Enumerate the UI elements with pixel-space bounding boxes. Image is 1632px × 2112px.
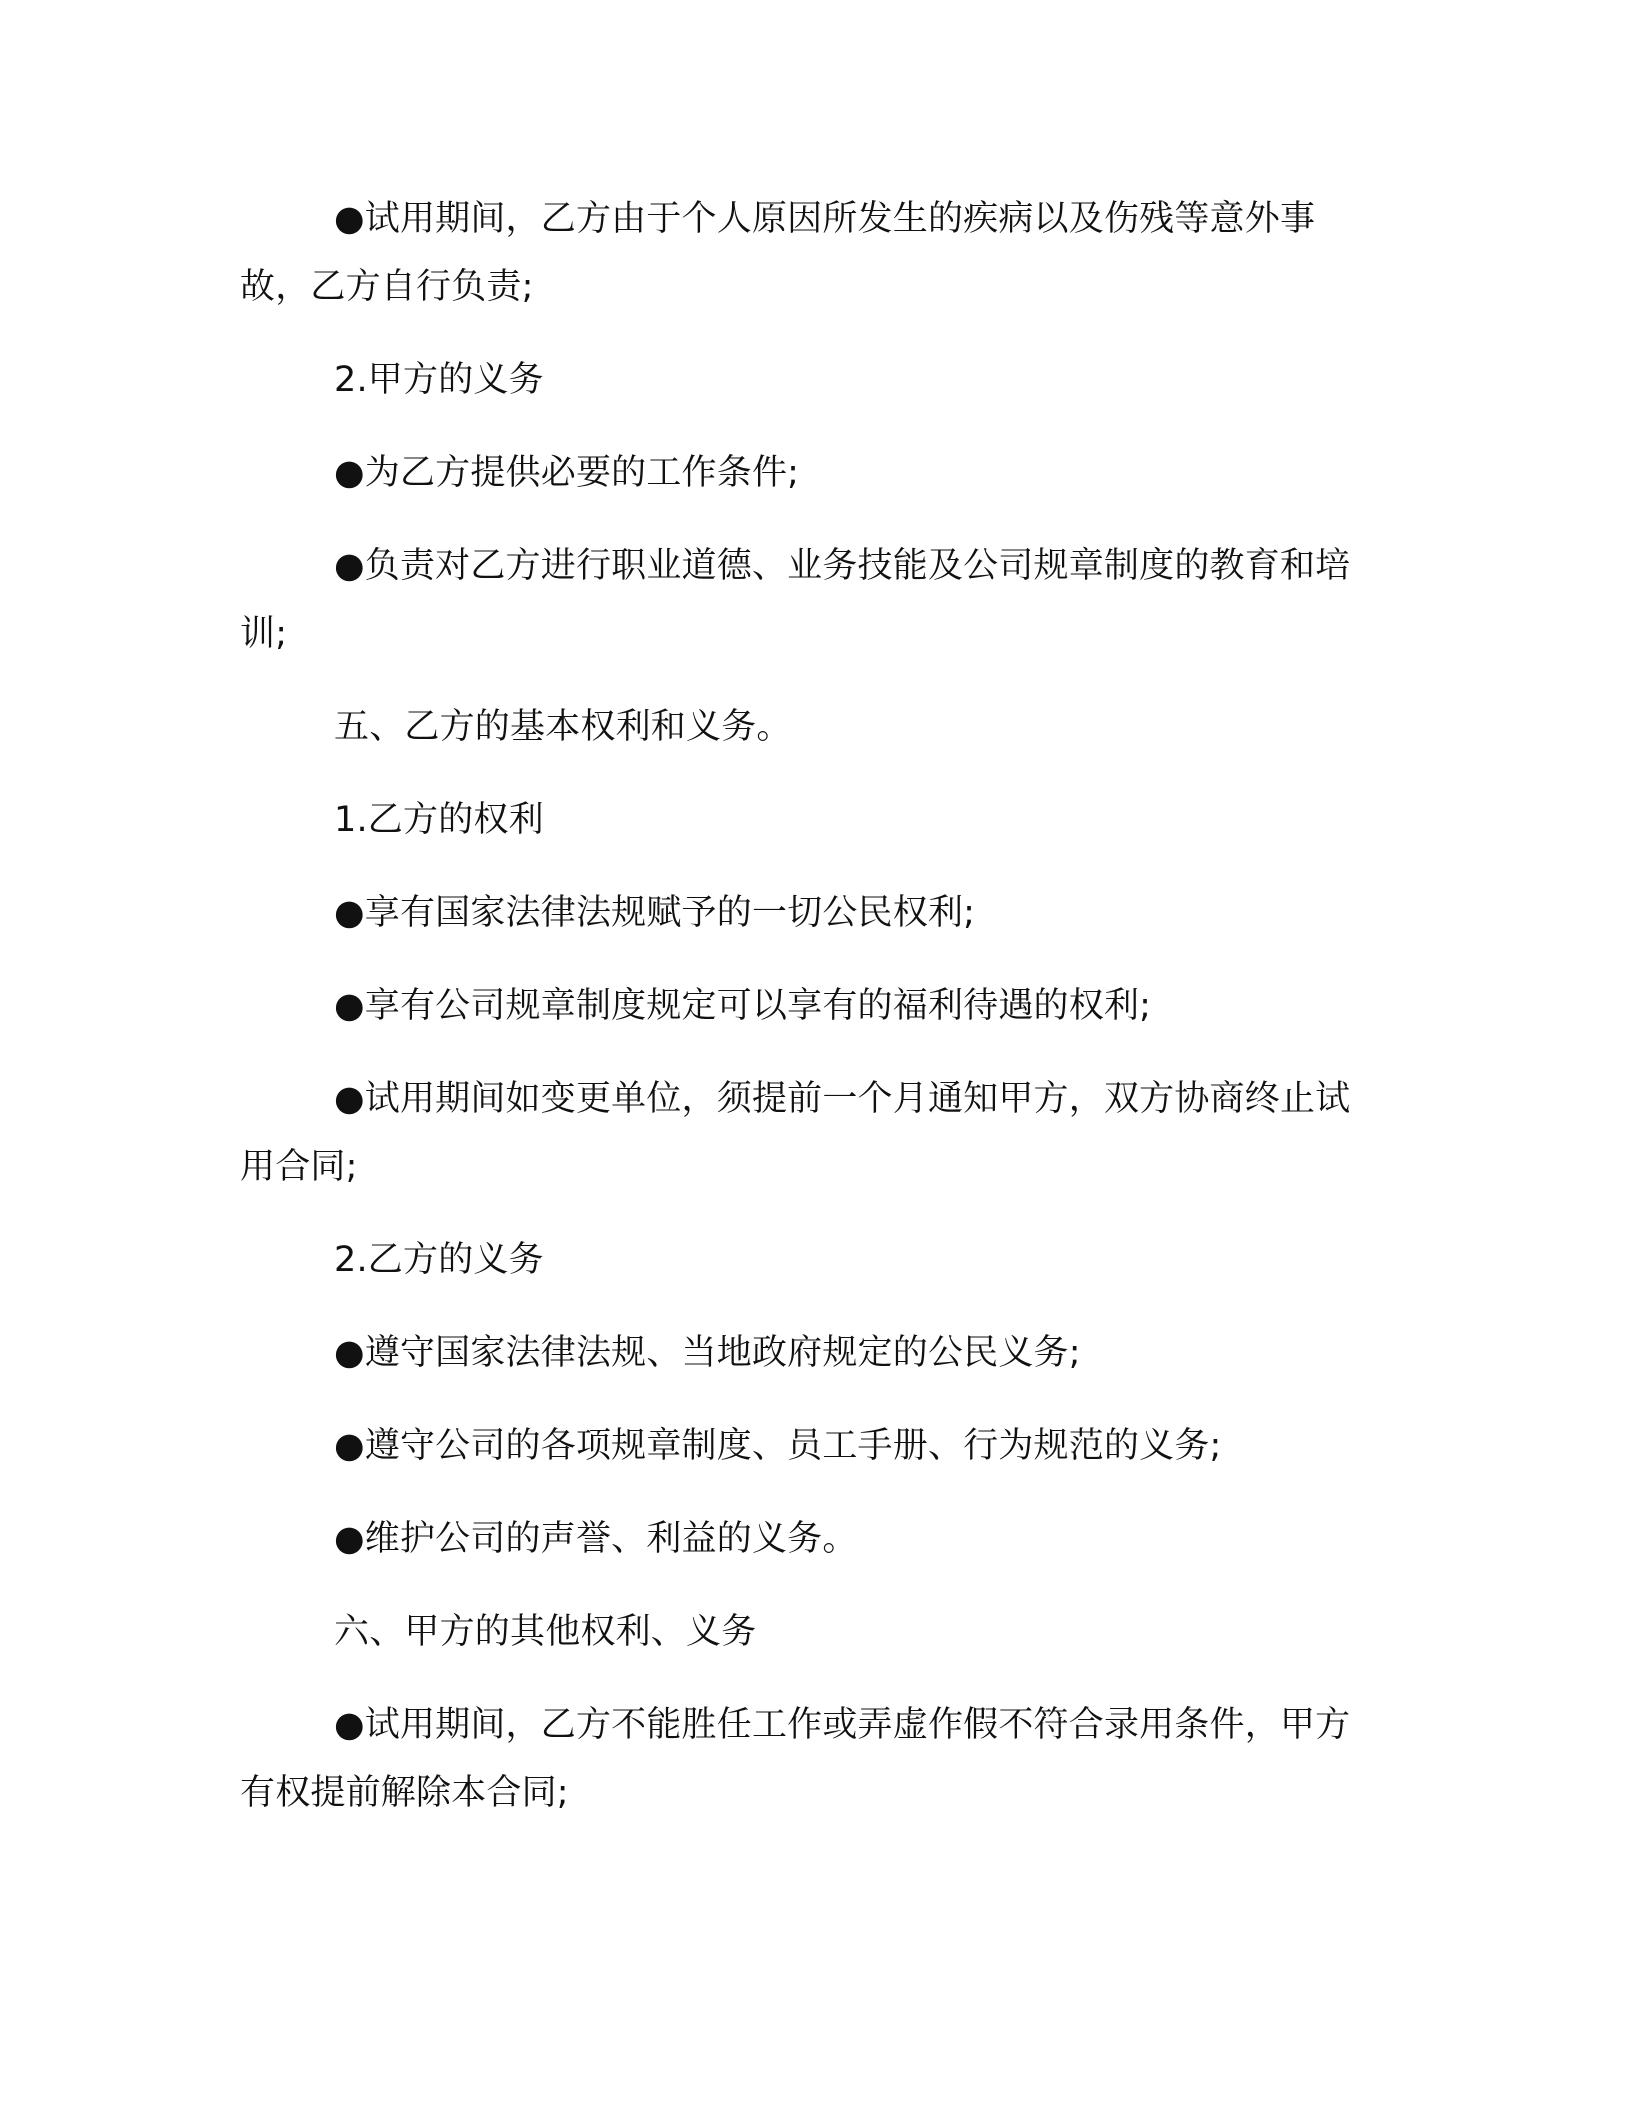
paragraph-civil-obligations: ●遵守国家法律法规、当地政府规定的公民义务; bbox=[334, 1333, 1081, 1373]
paragraph-civil-rights: ●享有国家法律法规赋予的一切公民权利; bbox=[334, 893, 976, 933]
paragraph-termination-right: ●试用期间，乙方不能胜任工作或弄虚作假不符合录用条件，甲方有权提前解除本合同; bbox=[240, 1705, 1351, 1813]
heading-party-b-obligations: 2.乙方的义务 bbox=[334, 1240, 544, 1280]
paragraph-welfare-rights: ●享有公司规章制度规定可以享有的福利待遇的权利; bbox=[334, 986, 1152, 1026]
section-heading-six: 六、甲方的其他权利、义务 bbox=[334, 1612, 757, 1652]
paragraph-company-rules: ●遵守公司的各项规章制度、员工手册、行为规范的义务; bbox=[334, 1426, 1222, 1466]
heading-party-b-rights: 1.乙方的权利 bbox=[334, 800, 544, 840]
section-heading-five: 五、乙方的基本权利和义务。 bbox=[334, 707, 792, 747]
paragraph-work-conditions: ●为乙方提供必要的工作条件; bbox=[334, 453, 800, 493]
paragraph-company-reputation: ●维护公司的声誉、利益的义务。 bbox=[334, 1519, 858, 1559]
paragraph-training: ●负责对乙方进行职业道德、业务技能及公司规章制度的教育和培训; bbox=[240, 546, 1351, 654]
paragraph-change-employer: ●试用期间如变更单位，须提前一个月通知甲方，双方协商终止试用合同; bbox=[240, 1079, 1351, 1187]
paragraph-illness-responsibility: ●试用期间，乙方由于个人原因所发生的疾病以及伤残等意外事故，乙方自行负责; bbox=[240, 199, 1316, 307]
heading-party-a-obligations: 2.甲方的义务 bbox=[334, 360, 544, 400]
document-body bbox=[240, 185, 1380, 1852]
